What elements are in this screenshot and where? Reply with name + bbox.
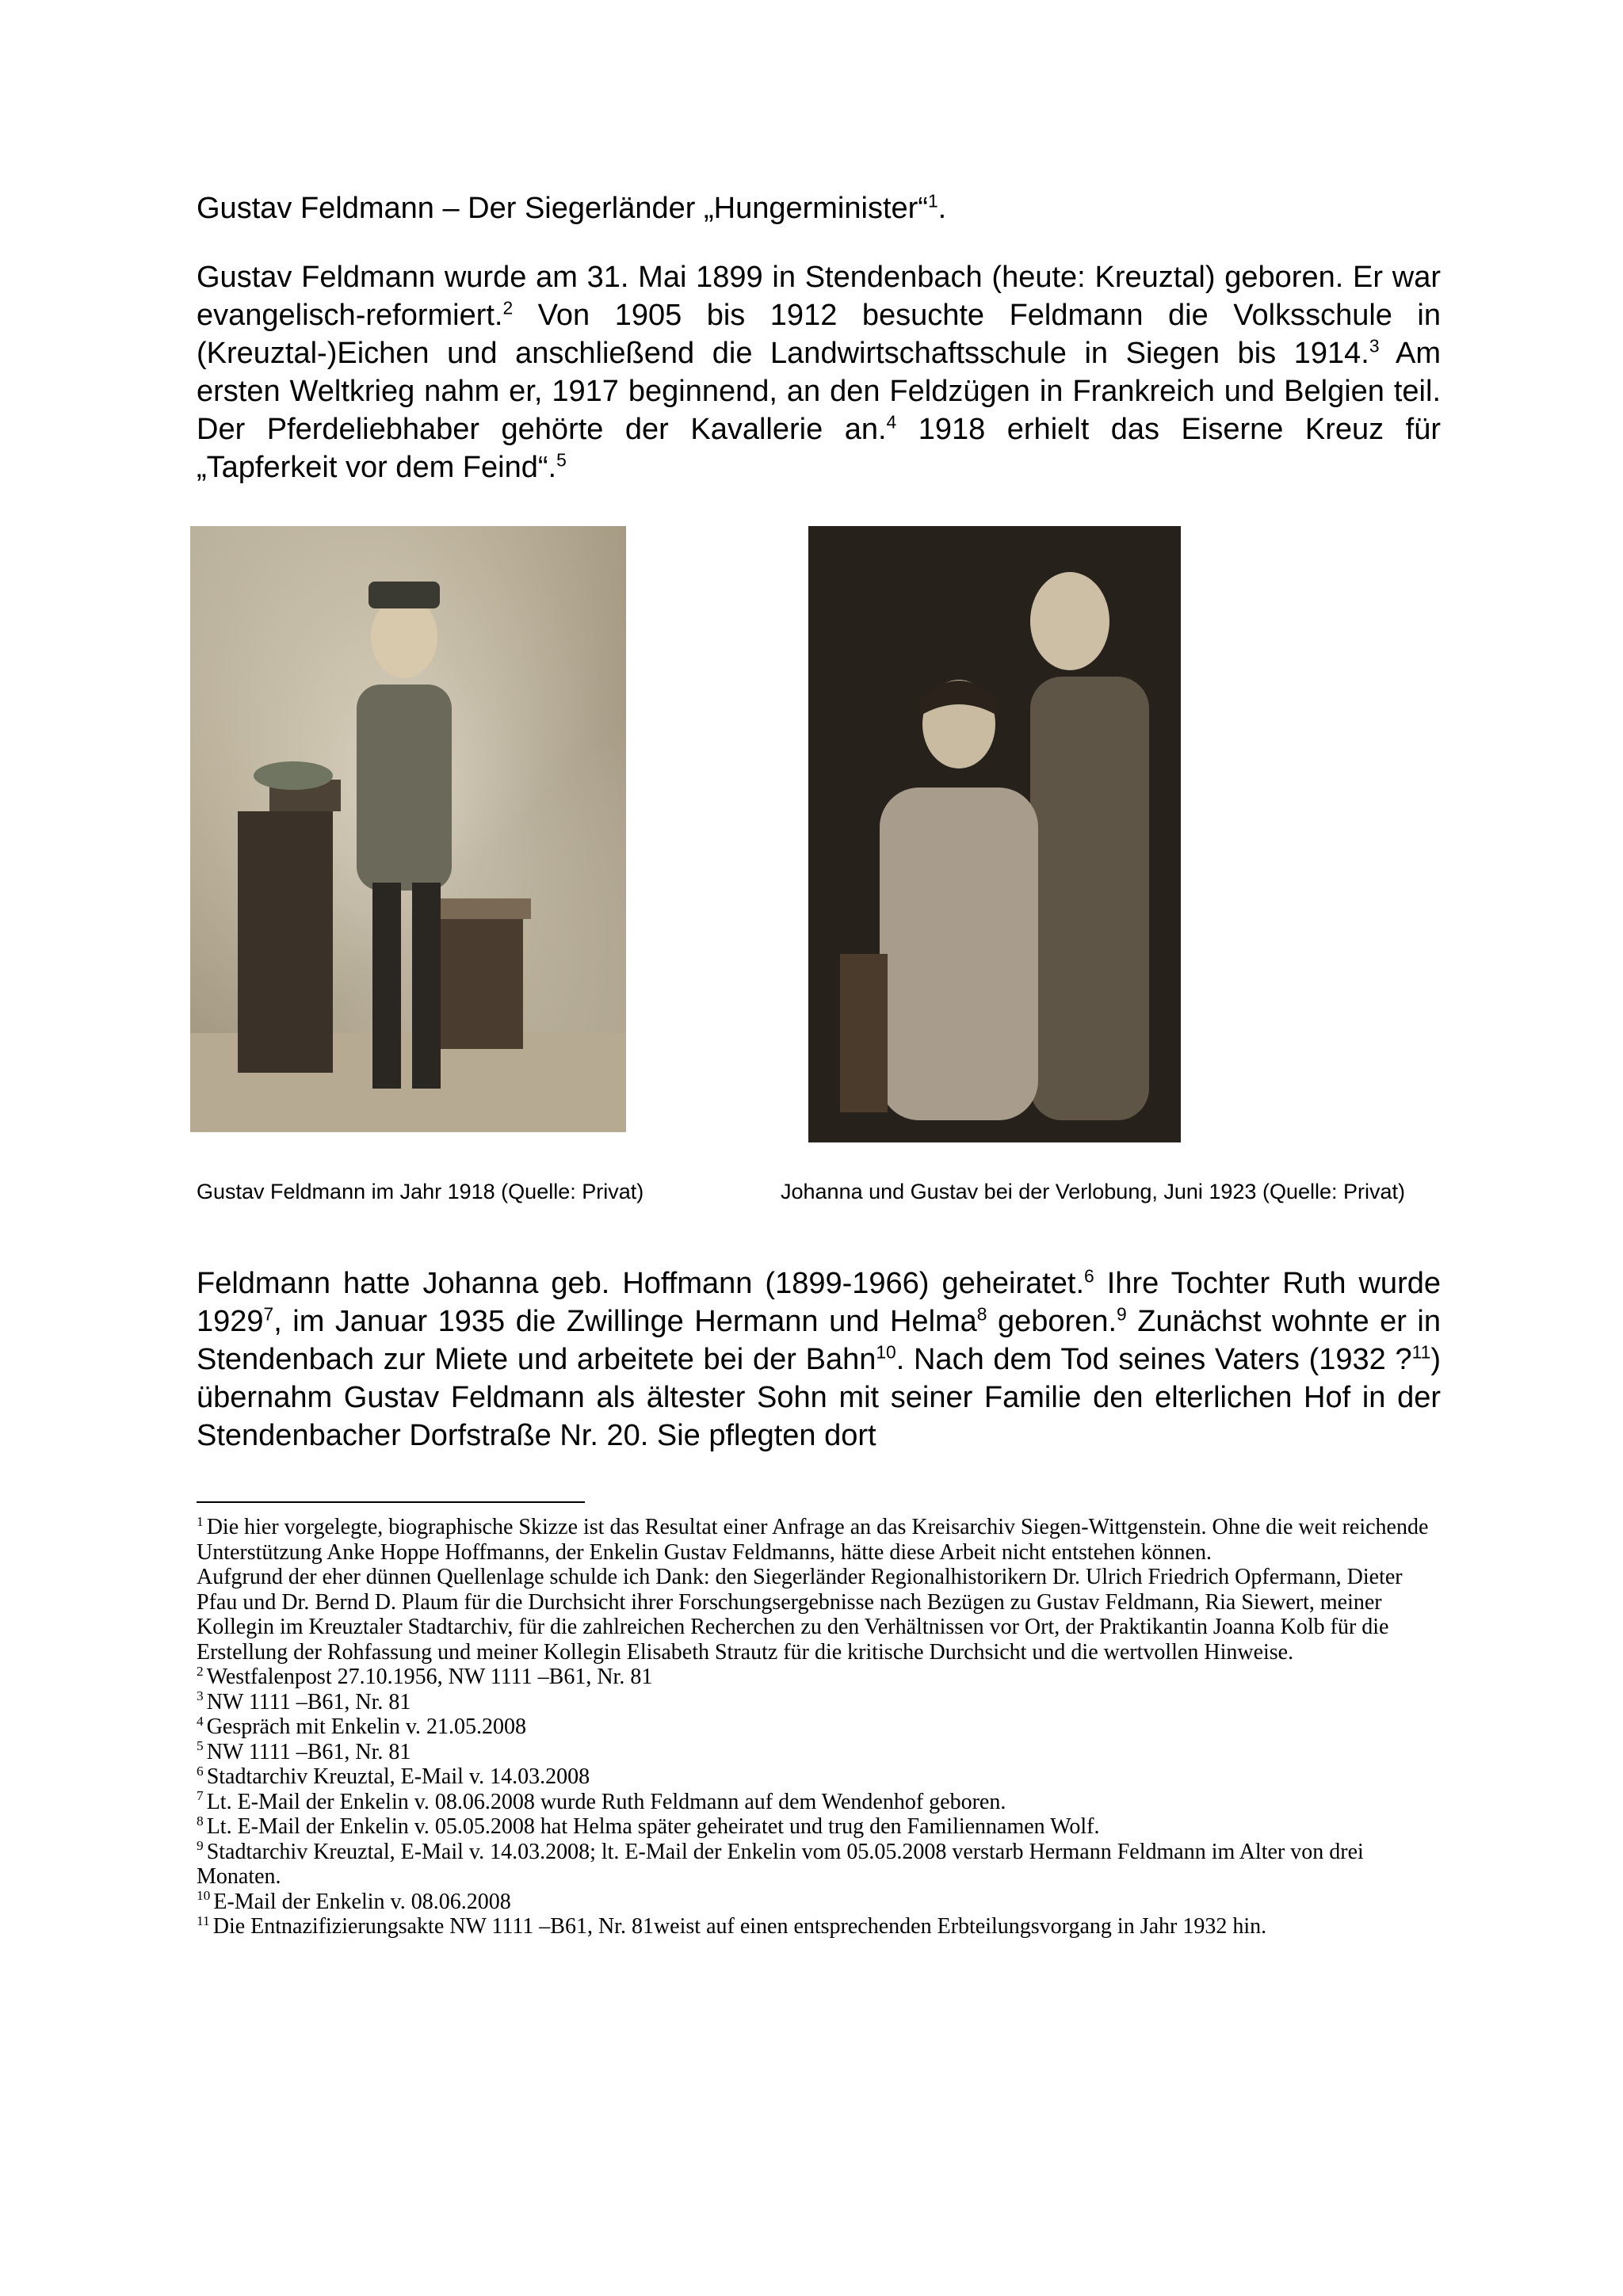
title-end: . <box>938 192 947 225</box>
footnote-ref[interactable]: 4 <box>886 411 897 433</box>
footnote-number: 5 <box>197 1738 204 1754</box>
paragraph-text-run: Feldmann hatte Johanna geb. Hoffmann (1899-1966) geheiratet. <box>197 1267 1085 1300</box>
footnotes-section <box>197 1515 1441 1939</box>
footnote-text: NW 1111 –B61, Nr. 81 <box>206 1689 411 1714</box>
footnote-text: Westfalenpost 27.10.1956, NW 1111 –B61, Nr. 81 <box>206 1665 653 1689</box>
footnote <box>197 1714 1441 1740</box>
footnote-number: 10 <box>197 1888 211 1904</box>
footnote <box>197 1690 1441 1715</box>
footnote-number: 3 <box>197 1688 204 1704</box>
footnote-separator <box>197 1501 585 1503</box>
footnote <box>197 1665 1441 1690</box>
photo-gustav-1918 <box>190 526 626 1132</box>
photo-gustav-1918-image <box>190 526 626 1132</box>
paragraph-text-run: geboren. <box>987 1305 1117 1338</box>
footnote-text: Lt. E-Mail der Enkelin v. 05.05.2008 hat Helma später geheiratet und trug den Familiennamen Wolf. <box>206 1814 1100 1839</box>
footnote-text: Die Entnazifizierungsakte NW 1111 –B61, Nr. 81weist auf einen entsprechenden Erbteilungsvorgang in Jahr 1932 hin. <box>212 1914 1267 1939</box>
footnote-number: 6 <box>197 1763 204 1779</box>
paragraph-family <box>197 1264 1441 1455</box>
footnote <box>197 1914 1441 1939</box>
footnote <box>197 1515 1441 1565</box>
footnote <box>197 1790 1441 1815</box>
paragraph-text-run: , im Januar 1935 die Zwillinge Hermann und Helma <box>273 1305 977 1338</box>
footnote <box>197 1814 1441 1840</box>
footnote-number: 4 <box>197 1713 204 1729</box>
footnote-text: Gespräch mit Enkelin v. 21.05.2008 <box>206 1714 527 1739</box>
paragraph-text-run: ) übernahm Gustav Feldmann als ältester Sohn mit seiner Familie den elterlichen Hof in der Stendenbacher Dorfstraße Nr. 20. Sie pflegten dort <box>197 1343 1441 1452</box>
footnote-number: 11 <box>197 1913 210 1928</box>
title-footnote-ref[interactable]: 1 <box>927 190 938 212</box>
footnote-ref[interactable]: 9 <box>1117 1303 1127 1325</box>
caption-photo-engagement-1923: Johanna und Gustav bei der Verlobung, Juni 1923 (Quelle: Privat) <box>781 1180 1405 1203</box>
footnote-ref[interactable]: 3 <box>1369 335 1380 357</box>
paragraph-text-run: Gustav Feldmann wurde am 31. Mai 1899 in Stendenbach (heute: Kreuztal) geboren. Er war evangelisch-reformiert. <box>197 261 1441 332</box>
footnote-text: Stadtarchiv Kreuztal, E-Mail v. 14.03.2008 <box>206 1764 590 1789</box>
caption-photo-gustav-1918: Gustav Feldmann im Jahr 1918 (Quelle: Privat) <box>197 1180 644 1203</box>
footnote-ref[interactable]: 2 <box>502 297 514 318</box>
footnote-text: E-Mail der Enkelin v. 08.06.2008 <box>213 1889 511 1914</box>
footnote <box>197 1565 1441 1665</box>
footnote-text: Stadtarchiv Kreuztal, E-Mail v. 14.03.2008; lt. E-Mail der Enkelin vom 05.05.2008 verstarb Hermann Feldmann im Alter von drei Monaten. <box>197 1839 1364 1889</box>
paragraph-text-run: Am ersten Weltkrieg nahm er, 1917 beginnend, an den Feldzügen in Frankreich und Belgien teil. Der Pferdeliebhaber gehörte der Kavallerie an. <box>197 337 1441 446</box>
footnote-text: Die hier vorgelegte, biographische Skizze ist das Resultat einer Anfrage an das Kreisarchiv Siegen-Wittgenstein. Ohne die weit reichende Unterstützung Anke Hoppe Hoffmanns, der Enkelin Gustav Feldmanns, hätte diese Arbeit nicht entstehen können. <box>197 1515 1429 1565</box>
footnote-number: 7 <box>197 1788 204 1804</box>
footnote <box>197 1740 1441 1765</box>
footnote-number: 2 <box>197 1663 204 1679</box>
paragraph-text-run: Von 1905 bis 1912 besuchte Feldmann die Volksschule in (Kreuztal-)Eichen und anschließend die Landwirtschaftsschule in Siegen bis 1914. <box>197 299 1441 370</box>
footnote-text: Aufgrund der eher dünnen Quellenlage schulde ich Dank: den Siegerländer Regionalhistorikern Dr. Ulrich Friedrich Opfermann, Dieter Pfau und Dr. Bernd D. Plaum für die Durchsicht ihrer Forschungsergebnisse nach Bezügen zu Gustav Feldmann, Ria Siewert, meiner Kollegin im Kreuztaler Stadtarchiv, für die zahlreichen Recherchen zu den Verhältnissen vor Ort, der Praktikantin Joanna Kolb für die Erstellung der Rohfassung und meiner Kollegin Elisabeth Strautz für die kritische Durchsicht und die wertvollen Hinweise. <box>197 1565 1403 1665</box>
footnote-ref[interactable]: 7 <box>263 1303 274 1325</box>
paragraph-text-run: Zunächst wohnte er in Stendenbach zur Miete und arbeitete bei der Bahn <box>197 1305 1441 1376</box>
title-text: Gustav Feldmann – Der Siegerländer „Hungerminister“ <box>197 192 928 225</box>
footnote-number: 9 <box>197 1838 204 1854</box>
footnote-text: Lt. E-Mail der Enkelin v. 08.06.2008 wurde Ruth Feldmann auf dem Wendenhof geboren. <box>206 1789 1006 1814</box>
photo-engagement-1923 <box>808 526 1181 1142</box>
footnote-ref[interactable]: 8 <box>976 1303 987 1325</box>
footnote <box>197 1890 1441 1915</box>
paragraph-biography-intro <box>197 258 1441 486</box>
footnote-ref[interactable]: 5 <box>556 449 567 471</box>
footnote-number: 8 <box>197 1813 204 1829</box>
footnote-ref[interactable]: 10 <box>876 1341 896 1363</box>
footnote <box>197 1840 1441 1890</box>
footnote <box>197 1764 1441 1790</box>
paragraph-text-run: 1918 erhielt das Eiserne Kreuz für „Tapferkeit vor dem Feind“. <box>197 413 1442 484</box>
page-title <box>197 190 946 227</box>
paragraph-text-run: . Nach dem Tod seines Vaters (1932 ? <box>896 1343 1412 1376</box>
footnote-number: 1 <box>197 1513 204 1529</box>
paragraph-text-run: Ihre Tochter Ruth wurde 1929 <box>197 1267 1441 1338</box>
footnote-text: NW 1111 –B61, Nr. 81 <box>206 1739 411 1764</box>
footnote-ref[interactable]: 11 <box>1411 1341 1431 1363</box>
photo-engagement-1923-image <box>808 526 1181 1142</box>
footnote-ref[interactable]: 6 <box>1084 1265 1094 1287</box>
